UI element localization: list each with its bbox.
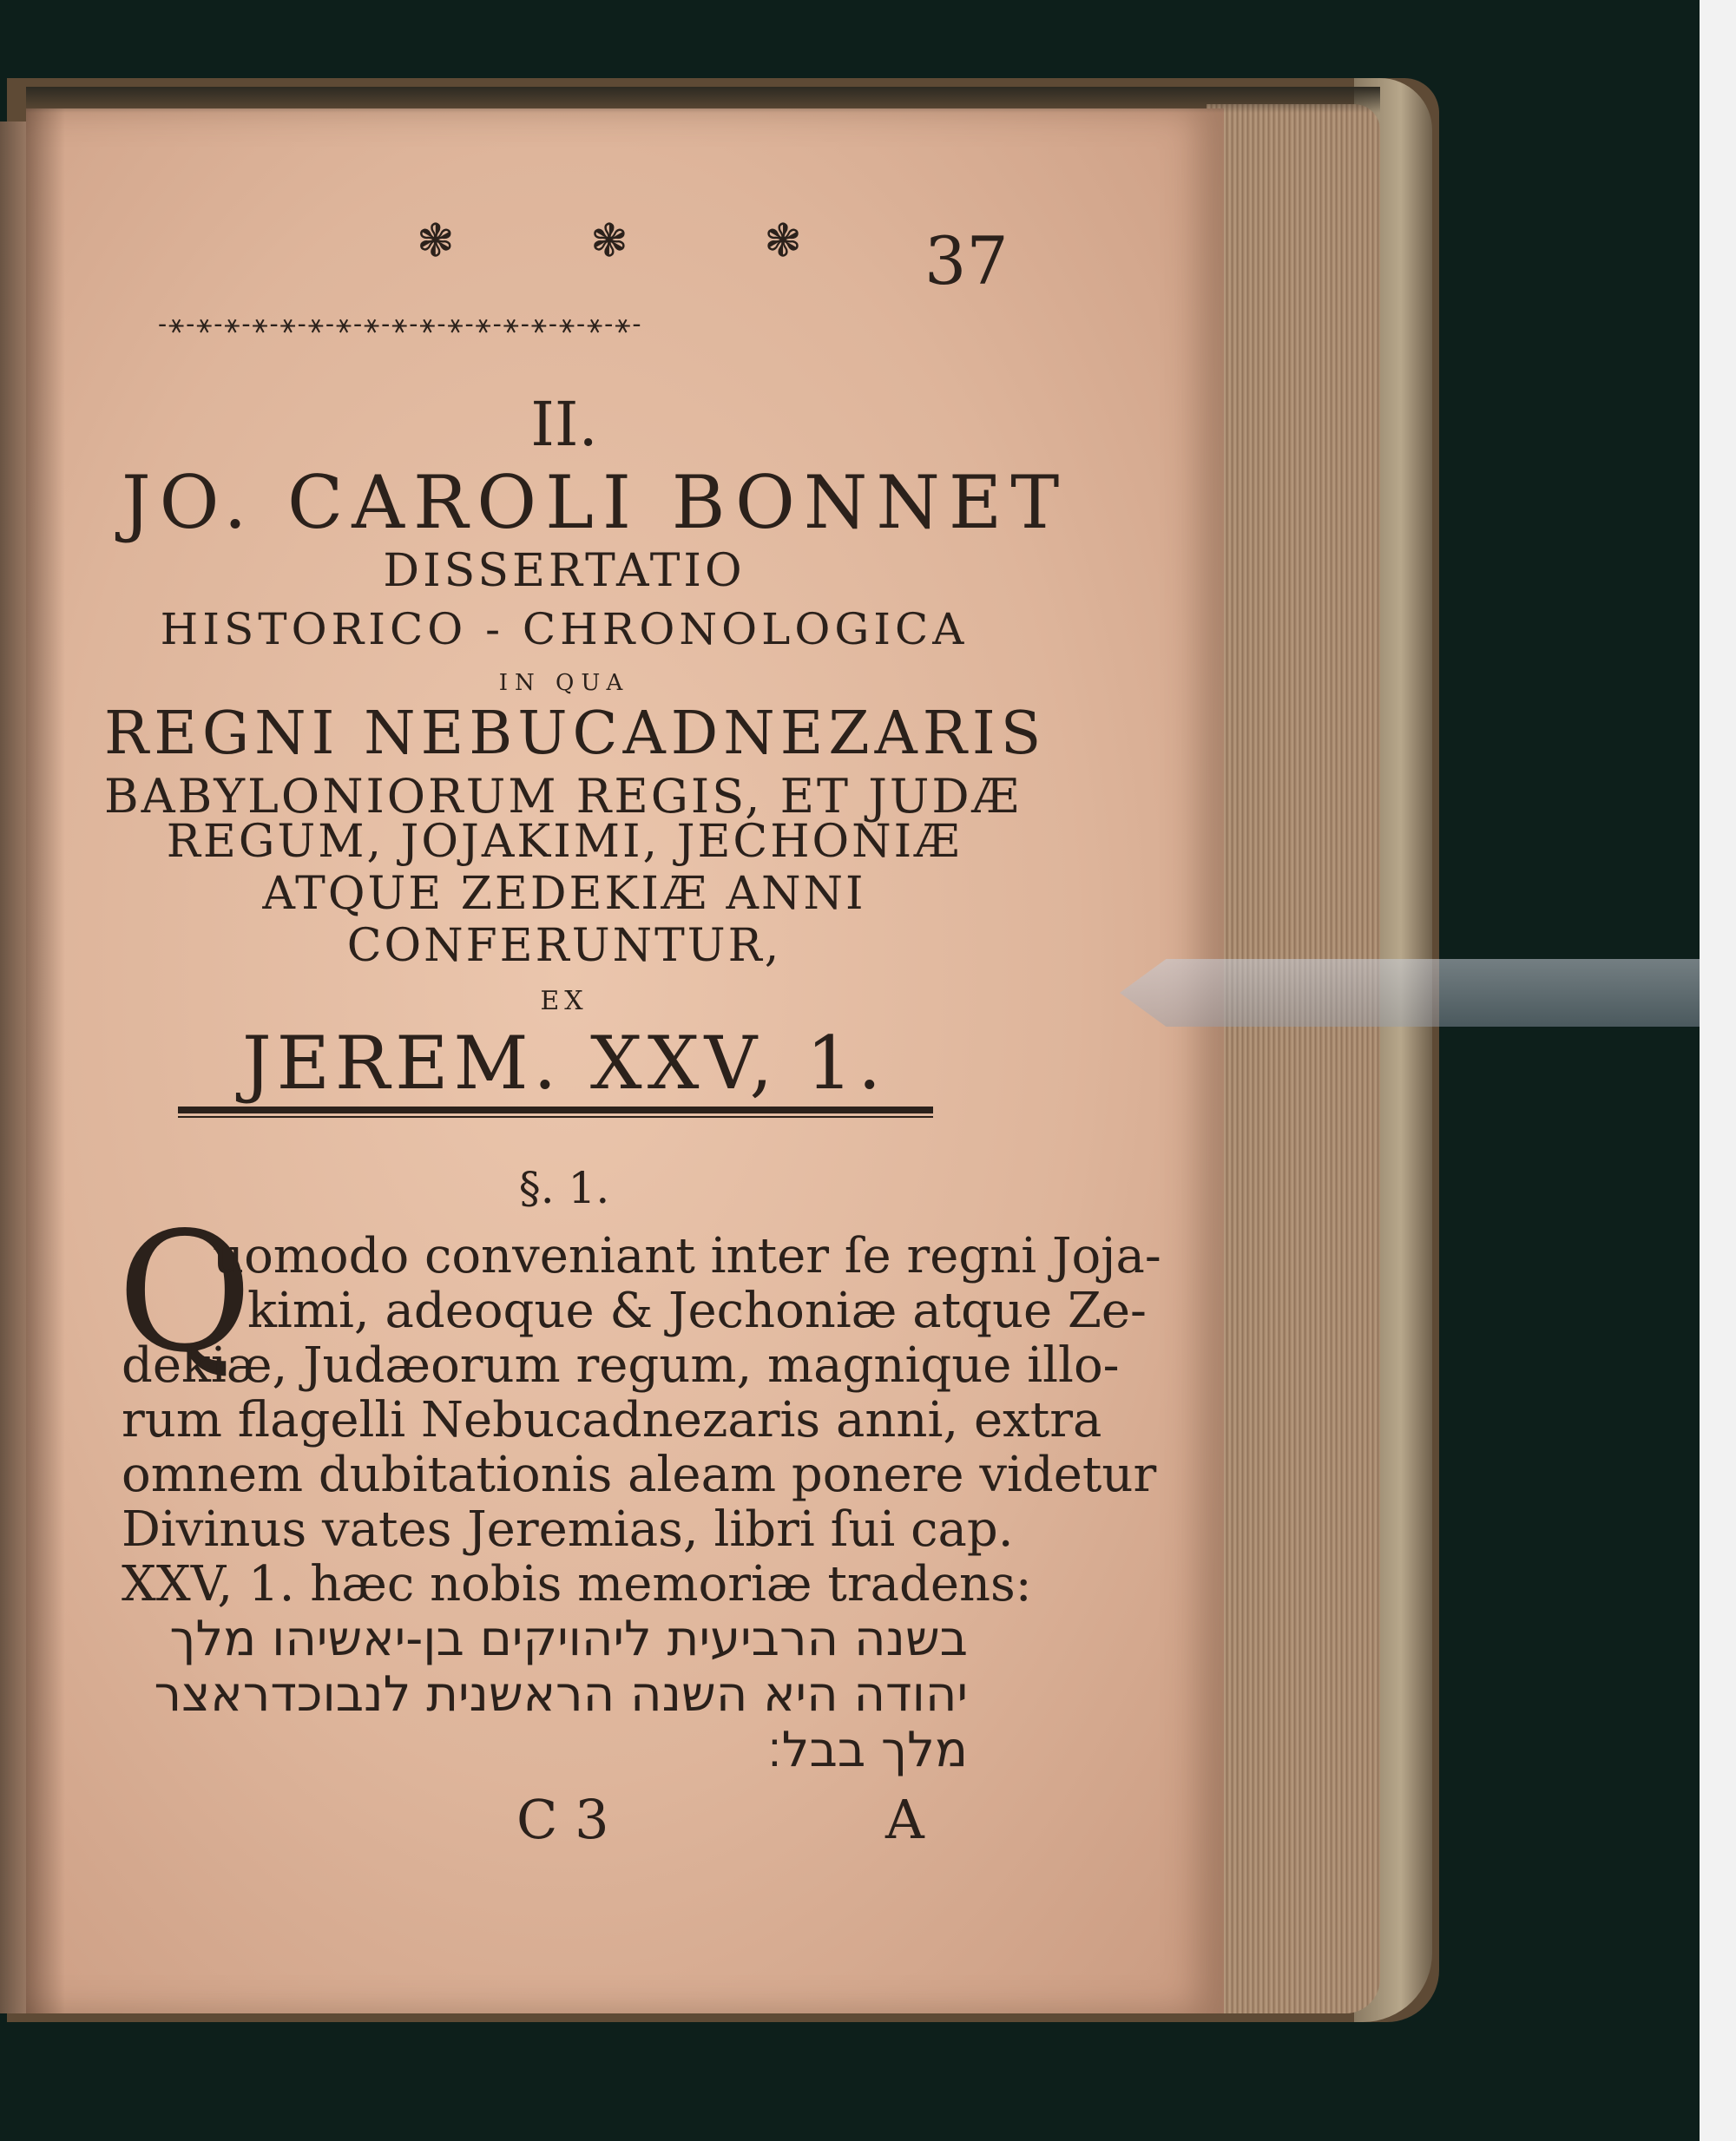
scan-border	[1700, 0, 1736, 2141]
chapter-numeral: II.	[530, 389, 598, 460]
body-line-2: kimi, adeoque & Jechoniæ atque Ze-	[247, 1283, 1147, 1339]
title-line-2: HISTORICO - CHRONOLOGICA	[160, 604, 969, 654]
body-line-1: uomodo conveniant inter ſe regni Joja-	[213, 1228, 1161, 1284]
title-rule	[178, 1107, 933, 1113]
title-line-3: IN QUA	[498, 670, 630, 696]
author-name: JO. CAROLI BONNET	[122, 460, 1069, 545]
title-line-8: CONFERUNTUR,	[346, 920, 782, 972]
signature-mark: C 3	[516, 1788, 609, 1851]
hebrew-line-2: יהודה היא השנה הראשנית לנבוכדראצר	[154, 1666, 968, 1723]
title-line-9: EX	[540, 986, 589, 1016]
hebrew-line-3: מלך בבל׃	[767, 1722, 968, 1778]
title-line-10: JEREM. XXV, 1.	[241, 1021, 887, 1106]
title-line-4: REGNI NEBUCADNEZARIS	[104, 699, 1047, 768]
hebrew-line-1: בשנה הרביעית ליהויקים בן-יאשיהו מלך	[169, 1611, 968, 1667]
title-line-5: BABYLONIORUM REGIS, ET JUDÆ	[104, 769, 1022, 824]
drop-cap: Q	[117, 1197, 253, 1389]
page-clip	[1120, 959, 1700, 1027]
title-line-1: DISSERTATIO	[383, 545, 746, 597]
section-heading: §. 1.	[518, 1163, 610, 1213]
body-line-6: Divinus vates Jeremias, libri ſui cap.	[122, 1501, 1014, 1558]
body-line-7: XXV, 1. hæc nobis memoriæ tradens:	[122, 1556, 1032, 1612]
ornamental-rule: -⚹-⚹-⚹-⚹-⚹-⚹-⚹-⚹-⚹-⚹-⚹-⚹-⚹-⚹-⚹-⚹-⚹-	[158, 309, 643, 339]
page-number: 37	[924, 222, 1009, 299]
body-line-3: dekiæ, Judæorum regum, magnique illo-	[122, 1337, 1120, 1394]
catchword: A	[885, 1788, 924, 1851]
page-gutter	[26, 108, 65, 2013]
body-line-5: omnem dubitationis aleam ponere videtur	[122, 1447, 1157, 1503]
page-fore-edge	[1207, 104, 1380, 2013]
title-line-6: REGUM, JOJAKIMI, JECHONIÆ	[166, 816, 963, 868]
header-ornaments: ❃ ❃ ❃	[417, 215, 863, 267]
title-rule-thin	[178, 1116, 933, 1118]
body-line-4: rum flagelli Nebucadnezaris anni, extra	[122, 1392, 1102, 1448]
top-shadow	[26, 87, 1380, 113]
title-line-7: ATQUE ZEDEKIÆ ANNI	[262, 868, 866, 920]
